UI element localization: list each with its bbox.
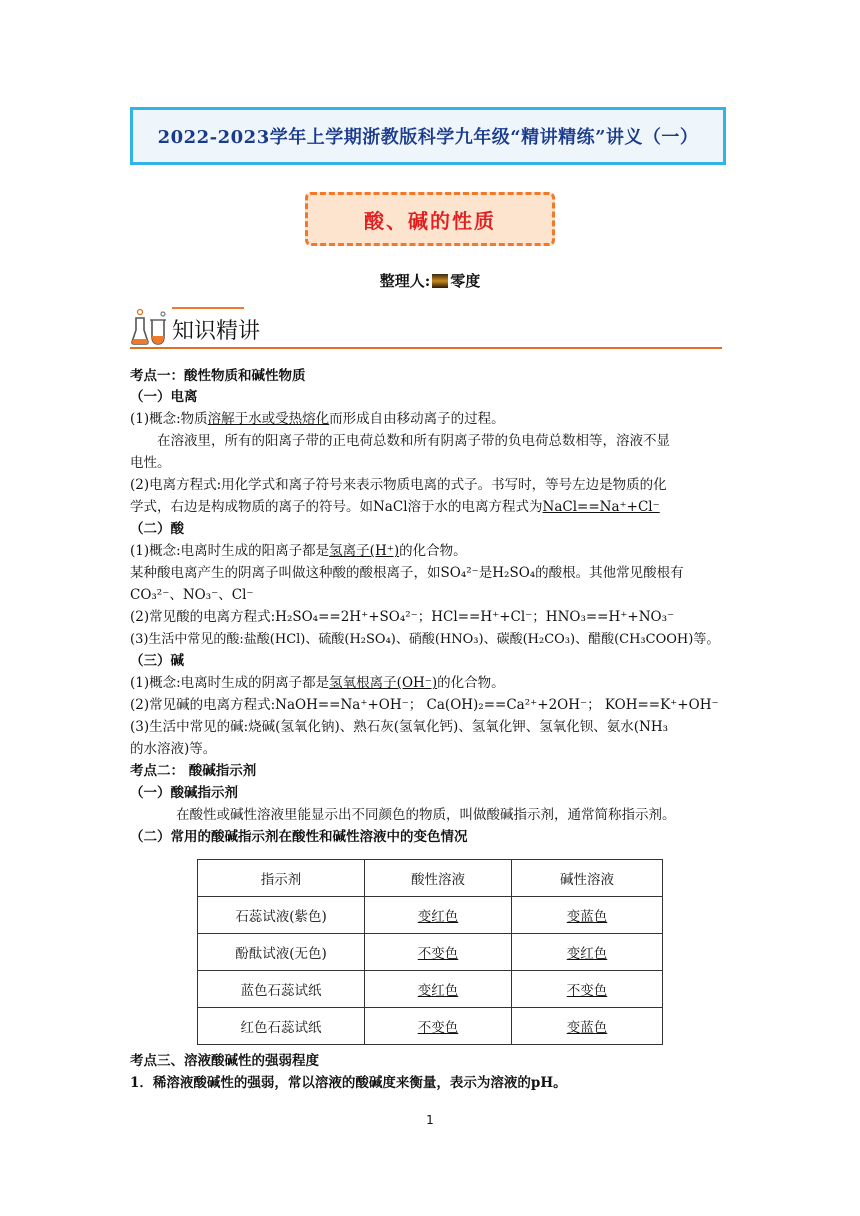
paragraph: 的水溶液)等。 xyxy=(130,741,217,757)
paragraph: (2)常见碱的电离方程式:NaOH==Na⁺+OH⁻； Ca(OH)₂==Ca²⁺+2OH⁻； KOH==K⁺+OH⁻ xyxy=(130,697,719,713)
subtitle-box xyxy=(305,192,555,246)
section-divider xyxy=(130,347,722,349)
table-cell: 蓝色石蕊试纸 xyxy=(198,971,365,1008)
compiler-label: 整理人: xyxy=(379,272,431,290)
paragraph xyxy=(130,541,467,562)
table-header: 酸性溶液 xyxy=(365,860,512,897)
subheading: （三）碱 xyxy=(130,653,184,669)
underlined-text: 氢离子(H⁺) xyxy=(329,543,400,559)
indicator-table xyxy=(197,859,663,1045)
paragraph: 在酸性或碱性溶液里能显示出不同颜色的物质，叫做酸碱指示剂，通常简称指示剂。 xyxy=(176,807,676,823)
table-header-row xyxy=(198,860,663,897)
topic-heading: 考点一：酸性物质和碱性物质 xyxy=(130,368,306,384)
page-number: 1 xyxy=(426,1113,434,1127)
table-header: 指示剂 xyxy=(198,860,365,897)
table-cell: 不变色 xyxy=(512,971,663,1008)
paragraph xyxy=(130,409,505,430)
table-row xyxy=(198,971,663,1008)
subheading: （二）酸 xyxy=(130,521,184,537)
text: 学式，右边是构成物质的离子的符号。如NaCl溶于水的电离方程式为 xyxy=(130,499,543,515)
flask-icon xyxy=(130,306,168,346)
compiler-line xyxy=(0,270,860,291)
text: 的化合物。 xyxy=(399,543,467,559)
table-cell: 变红色 xyxy=(512,934,663,971)
underlined-text: 氢氧根离子(OH⁻) xyxy=(329,675,438,691)
topic-heading: 考点三、溶液酸碱性的强弱程度 xyxy=(130,1053,319,1069)
paragraph: 在溶液里，所有的阳离子带的正电荷总数和所有阴离子带的负电荷总数相等，溶液不显 xyxy=(157,433,670,449)
section-accent-line xyxy=(172,307,244,309)
table-cell: 酚酞试液(无色) xyxy=(198,934,365,971)
paragraph xyxy=(130,673,505,694)
underlined-text: NaCl==Na⁺+Cl⁻ xyxy=(542,499,660,515)
title-box xyxy=(130,107,726,165)
table-cell: 不变色 xyxy=(365,1008,512,1045)
table-cell: 变红色 xyxy=(365,897,512,934)
table-cell: 红色石蕊试纸 xyxy=(198,1008,365,1045)
paragraph: (3)生活中常见的碱:烧碱(氢氧化钠)、熟石灰(氢氧化钙)、氢氧化钾、氢氧化钡、氨水(NH₃ xyxy=(130,719,669,735)
compiler-avatar-icon xyxy=(432,274,448,288)
compiler-name: 零度 xyxy=(450,272,481,290)
underlined-text: 溶解于水或受热熔化 xyxy=(207,411,330,427)
paragraph: (3)生活中常见的酸:盐酸(HCl)、硫酸(H₂SO₄)、硝酸(HNO₃)、碳酸(H₂CO₃)、醋酸(CH₃COOH)等。 xyxy=(130,632,720,647)
text: (1)概念:物质 xyxy=(130,411,208,427)
text: 的化合物。 xyxy=(437,675,505,691)
table-row xyxy=(198,934,663,971)
paragraph: 电性。 xyxy=(130,455,171,471)
paragraph xyxy=(130,497,660,518)
table-cell: 变蓝色 xyxy=(512,897,663,934)
document-title: 2022-2023学年上学期浙教版科学九年级“精讲精练”讲义（一） xyxy=(157,127,699,148)
paragraph: (2)电离方程式:用化学式和离子符号来表示物质电离的式子。书写时，等号左边是物质的化 xyxy=(130,477,667,493)
subheading: （二）常用的酸碱指示剂在酸性和碱性溶液中的变色情况 xyxy=(130,829,468,845)
topic-heading: 考点二： 酸碱指示剂 xyxy=(130,763,257,779)
paragraph: (2)常见酸的电离方程式:H₂SO₄==2H⁺+SO₄²⁻；HCl==H⁺+Cl⁻；HNO₃==H⁺+NO₃⁻ xyxy=(130,609,675,625)
table-cell: 石蕊试液(紫色) xyxy=(198,897,365,934)
table-cell: 不变色 xyxy=(365,934,512,971)
section-title: 知识精讲 xyxy=(172,319,261,344)
text: (1)概念:电离时生成的阴离子都是 xyxy=(130,675,330,691)
paragraph: 1．稀溶液酸碱性的强弱，常以溶液的酸碱度来衡量，表示为溶液的pH。 xyxy=(130,1075,567,1091)
table-cell: 变蓝色 xyxy=(512,1008,663,1045)
paragraph: CO₃²⁻、NO₃⁻、Cl⁻ xyxy=(130,587,254,603)
text: (1)概念:电离时生成的阳离子都是 xyxy=(130,543,330,559)
table-row xyxy=(198,897,663,934)
text: 而形成自由移动离子的过程。 xyxy=(329,411,505,427)
subheading: （一）电离 xyxy=(130,389,198,405)
table-header: 碱性溶液 xyxy=(512,860,663,897)
table-row xyxy=(198,1008,663,1045)
table-cell: 变红色 xyxy=(365,971,512,1008)
subheading: （一）酸碱指示剂 xyxy=(130,785,238,801)
paragraph: 某种酸电离产生的阴离子叫做这种酸的酸根离子，如SO₄²⁻是H₂SO₄的酸根。其他常见酸根有 xyxy=(130,565,684,581)
document-subtitle: 酸、碱的性质 xyxy=(364,208,496,233)
